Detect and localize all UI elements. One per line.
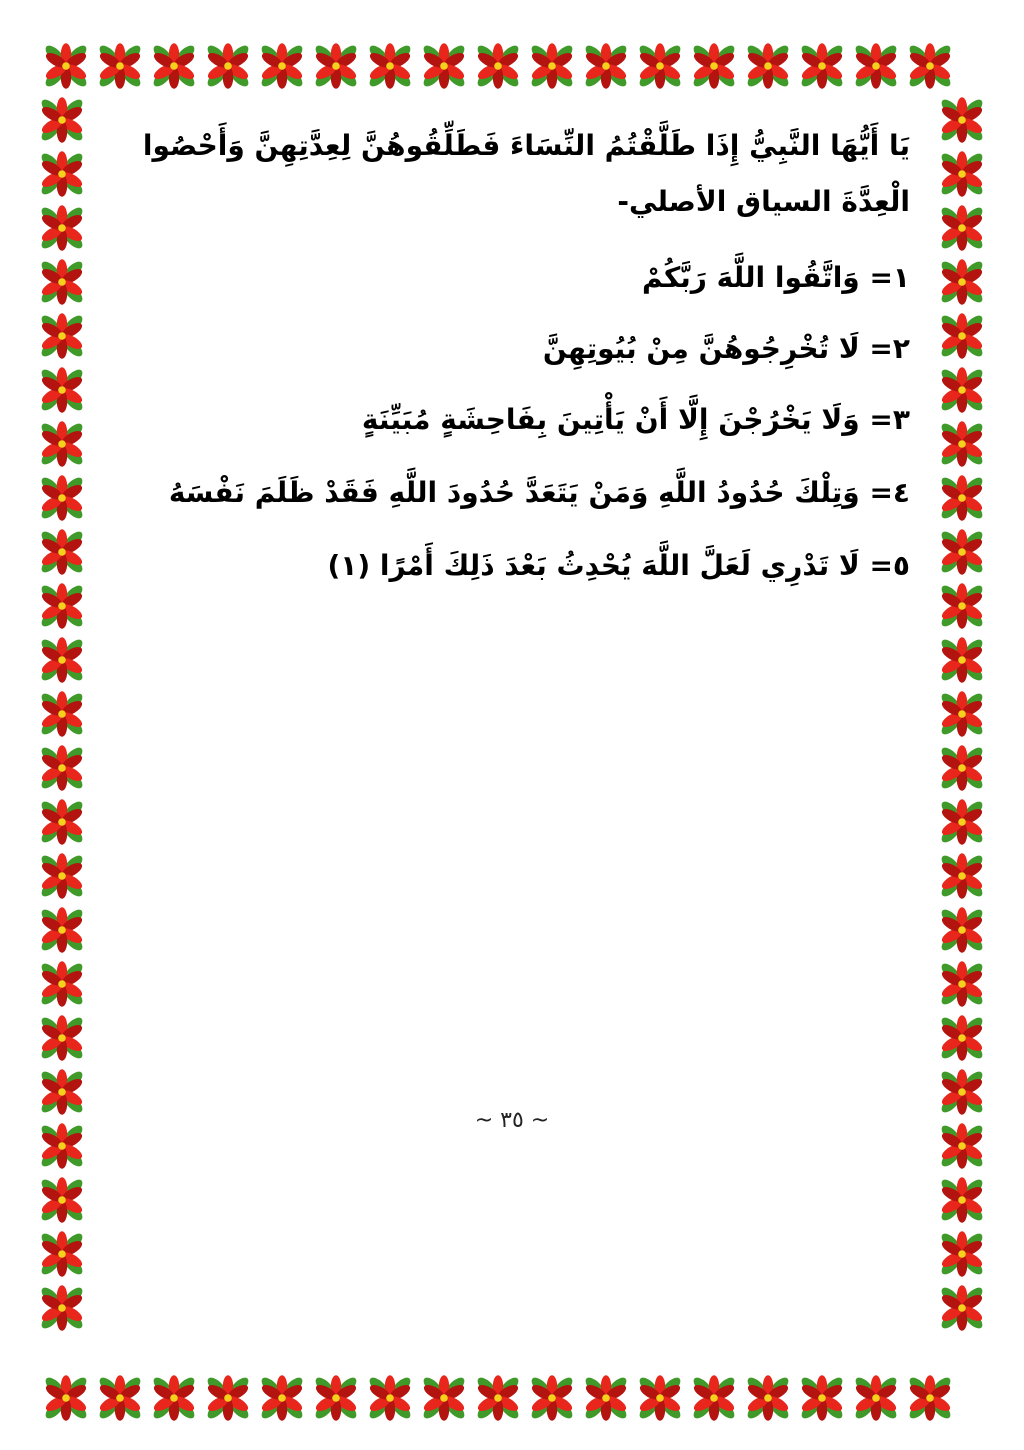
poinsettia-icon: [96, 42, 143, 89]
poinsettia-icon: [690, 42, 737, 89]
poinsettia-icon: [38, 636, 85, 683]
poinsettia-icon: [38, 204, 85, 251]
poinsettia-icon: [690, 1374, 737, 1421]
poinsettia-icon: [38, 1176, 85, 1223]
poinsettia-icon: [906, 1374, 953, 1421]
poinsettia-icon: [938, 798, 985, 845]
poinsettia-icon: [38, 258, 85, 305]
poinsettia-icon: [938, 204, 985, 251]
poinsettia-icon: [420, 1374, 467, 1421]
poinsettia-icon: [38, 1230, 85, 1277]
poinsettia-icon: [96, 1374, 143, 1421]
poinsettia-icon: [420, 42, 467, 89]
poinsettia-icon: [312, 42, 359, 89]
poinsettia-icon: [938, 96, 985, 143]
poinsettia-icon: [150, 1374, 197, 1421]
poinsettia-icon: [938, 744, 985, 791]
poinsettia-icon: [204, 1374, 251, 1421]
verse-item-5: ٥= لَا تَدْرِي لَعَلَّ اللَّهَ يُحْدِثُ بَعْدَ ذَلِكَ أَمْرًا (١): [327, 549, 910, 582]
verse-item-1: ١= وَاتَّقُوا اللَّهَ رَبَّكُمْ: [641, 261, 910, 294]
poinsettia-icon: [938, 258, 985, 305]
poinsettia-icon: [38, 852, 85, 899]
page-number: ~ ٣٥ ~: [474, 1108, 550, 1133]
poinsettia-icon: [938, 420, 985, 467]
poinsettia-icon: [42, 42, 89, 89]
verse-item-3: ٣= وَلَا يَخْرُجْنَ إِلَّا أَنْ يَأْتِينَ بِفَاحِشَةٍ مُبَيِّنَةٍ: [361, 403, 910, 436]
poinsettia-icon: [744, 1374, 791, 1421]
poinsettia-icon: [38, 960, 85, 1007]
poinsettia-icon: [38, 744, 85, 791]
poinsettia-icon: [938, 1176, 985, 1223]
poinsettia-icon: [38, 690, 85, 737]
poinsettia-icon: [474, 42, 521, 89]
poinsettia-icon: [938, 1284, 985, 1331]
poinsettia-icon: [38, 906, 85, 953]
poinsettia-icon: [798, 1374, 845, 1421]
poinsettia-icon: [366, 1374, 413, 1421]
poinsettia-icon: [474, 1374, 521, 1421]
poinsettia-icon: [38, 366, 85, 413]
poinsettia-icon: [258, 1374, 305, 1421]
poinsettia-icon: [38, 420, 85, 467]
poinsettia-icon: [528, 42, 575, 89]
poinsettia-icon: [938, 366, 985, 413]
poinsettia-icon: [798, 42, 845, 89]
verse-item-4: ٤= وَتِلْكَ حُدُودُ اللَّهِ وَمَنْ يَتَعَدَّ حُدُودَ اللَّهِ فَقَدْ ظَلَمَ نَفْسَهُ: [168, 476, 910, 509]
poinsettia-icon: [38, 1284, 85, 1331]
poinsettia-icon: [636, 1374, 683, 1421]
poinsettia-icon: [852, 1374, 899, 1421]
poinsettia-icon: [636, 42, 683, 89]
poinsettia-icon: [528, 1374, 575, 1421]
poinsettia-icon: [38, 798, 85, 845]
poinsettia-icon: [38, 1014, 85, 1061]
poinsettia-icon: [906, 42, 953, 89]
poinsettia-icon: [312, 1374, 359, 1421]
poinsettia-icon: [38, 528, 85, 575]
poinsettia-icon: [938, 150, 985, 197]
poinsettia-icon: [852, 42, 899, 89]
poinsettia-icon: [938, 474, 985, 521]
poinsettia-icon: [38, 312, 85, 359]
poinsettia-icon: [38, 474, 85, 521]
poinsettia-icon: [38, 582, 85, 629]
poinsettia-icon: [938, 690, 985, 737]
poinsettia-icon: [38, 96, 85, 143]
poinsettia-icon: [38, 150, 85, 197]
poinsettia-icon: [938, 636, 985, 683]
poinsettia-icon: [366, 42, 413, 89]
content-area: [110, 118, 910, 582]
page-heading: يَا أَيُّهَا النَّبِيُّ إِذَا طَلَّقْتُمُ النِّسَاءَ فَطَلِّقُوهُنَّ لِعِدَّتِهِنَّ وَأَحْصُوا الْعِدَّةَ السياق الأصلي-: [142, 129, 910, 218]
poinsettia-icon: [204, 42, 251, 89]
poinsettia-icon: [938, 906, 985, 953]
poinsettia-icon: [938, 960, 985, 1007]
poinsettia-icon: [582, 1374, 629, 1421]
poinsettia-icon: [938, 312, 985, 359]
poinsettia-icon: [938, 528, 985, 575]
poinsettia-icon: [744, 42, 791, 89]
poinsettia-icon: [938, 582, 985, 629]
poinsettia-icon: [938, 1230, 985, 1277]
verse-item-2: ٢= لَا تُخْرِجُوهُنَّ مِنْ بُيُوتِهِنَّ: [542, 332, 910, 365]
poinsettia-icon: [42, 1374, 89, 1421]
poinsettia-icon: [938, 1014, 985, 1061]
poinsettia-icon: [938, 852, 985, 899]
poinsettia-icon: [258, 42, 305, 89]
poinsettia-icon: [150, 42, 197, 89]
poinsettia-icon: [582, 42, 629, 89]
